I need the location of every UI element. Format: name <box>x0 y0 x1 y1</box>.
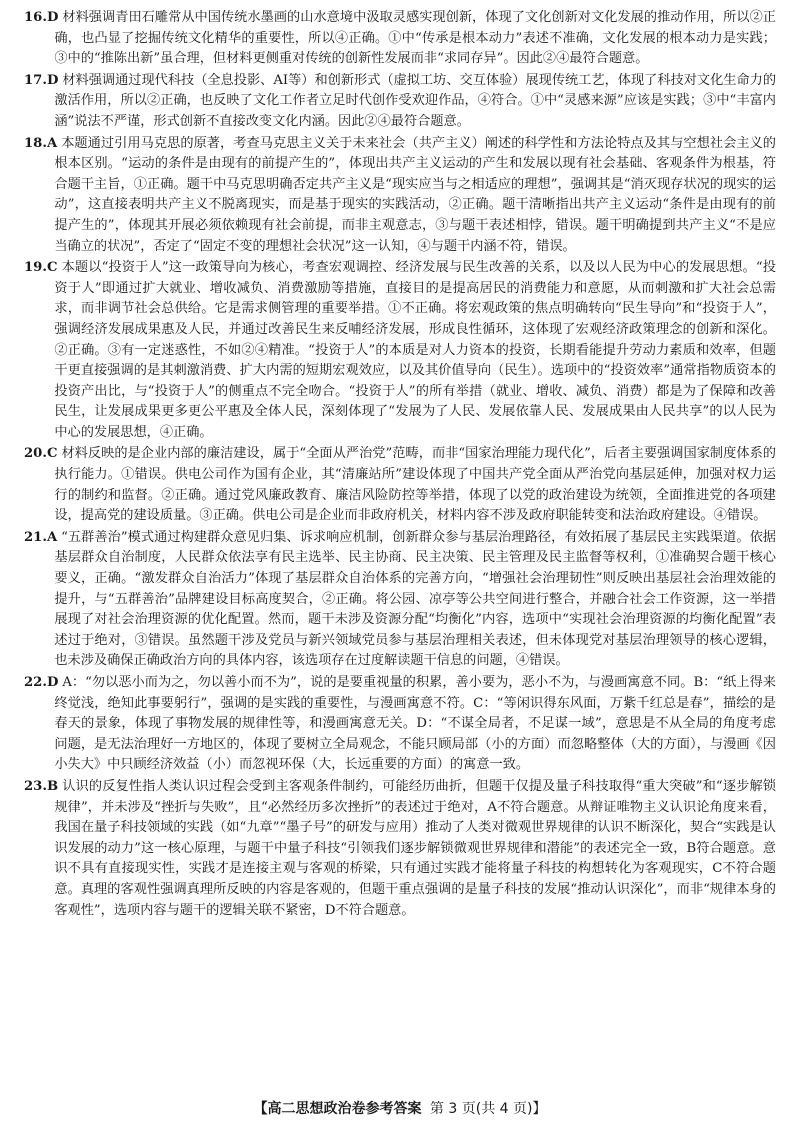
answer-list <box>24 8 776 921</box>
answer-19 <box>24 258 776 443</box>
answer-18 <box>24 134 776 258</box>
answer-text: 本题以“投资于人”这一政策导向为核心，考查宏观调控、经济发展与民生改善的关系，以及以人民为中心的发展思想。“投资于人”即通过扩大就业、增收减负、消费激励等措施，直接目的是提高居民的消费能力和意愿，从而刺激和扩大社会总需求，而非调节社会总供给。它是需求侧管理的重要举措。①不正确。将宏观政策的焦点明确转向“民生导向”和“投资于人”，强调经济发展成果惠及人民，并通过改善民生来反哺经济发展，形成良性循环，这体现了宏观经济政策理念的创新和深化。②正确。③有一定迷惑性，不如②④精准。“投资于人”的本质是对人力资本的投资，长期看能提升劳动力素质和效率，但题干更直接强调的是其刺激消费、扩大内需的短期宏观效应，以及其价值导向（民生）。选项中的“投资效率”通常指物质资本的投资产出比，与“投资于人”的侧重点不完全吻合。“投资于人”的所有举措（就业、增收、减负、消费）都是为了保障和改善民生，让发展成果更多更公平惠及全体人民，深刻体现了“发展为了人民、发展依靠人民、发展成果由人民共享”的以人民为中心的发展思想，④正确。 <box>54 260 776 440</box>
answer-text: “五群善治”模式通过构建群众意见归集、诉求响应机制，创新群众参与基层治理路径，有效拓展了基层民主实践渠道。依据基层群众自治制度，人民群众依法享有民主选举、民主协商、民主决策、民主管理及民主监督等权利，①准确契合题干核心要义，正确。“激发群众自治活力”体现了基层群众自治体系的完善方向，“增强社会治理韧性”则反映出基层社会治理效能的提升，与“五群善治”品牌建设目标高度契合，②正确。将公园、凉亭等公共空间进行整合，并融合社会工作资源，这一举措展现了对社会治理资源的优化配置。然而，题干未涉及资源分配“均衡化”内容，选项中“实现社会治理资源的均衡化配置”表述过于绝对，③错误。虽然题干涉及党员与新兴领域党员参与基层治理相关表述，但未体现党对基层治理领导的核心逻辑，也未涉及确保正确政治方向的具体内容，该选项存在过度解读题干信息的问题，④错误。 <box>54 529 776 669</box>
footer-title: 【高二思想政治卷参考答案 <box>253 1101 422 1117</box>
answer-20 <box>24 444 776 526</box>
answer-17 <box>24 71 776 133</box>
question-number: 17.D <box>24 72 59 88</box>
footer-page-info: 第 3 页(共 4 页)】 <box>429 1101 547 1117</box>
question-number: 18.A <box>24 135 58 151</box>
answer-23 <box>24 777 776 921</box>
answer-text: A：“勿以恶小而为之，勿以善小而不为”，说的是要重视量的积累，善小要为，恶小不为，与漫画寓意不同。B：“纸上得来终觉浅，绝知此事要躬行”，强调的是实践的重要性，与漫画寓意不符。C：“等闲识得东风面，万紫千红总是春”，描绘的是春天的景象，体现了事物发展的规律性等，和漫画寓意无关。D：“不谋全局者，不足谋一域”，意思是不从全局的角度考虑问题，是无法治理好一方地区的，体现了要树立全局观念，不能只顾局部（小的方面）而忽略整体（大的方面），与漫画《因小失大》中只顾经济效益（小）而忽视环保（大，长远重要的方面）的寓意一致。 <box>54 675 776 773</box>
answer-text: 材料强调通过现代科技（全息投影、AI等）和创新形式（虚拟工坊、交互体验）展现传统工艺，体现了科技对文化生命力的激活作用，所以②正确，也反映了文化工作者立足时代创作受欢迎作品，④符合。①中“灵感来源”应该是实践；③中“丰富内涵”说法不严谨，形式创新不直接改变文化内涵。因此②④最符合题意。 <box>54 72 777 129</box>
answer-16 <box>24 8 776 70</box>
question-number: 23.B <box>24 778 59 794</box>
answer-22 <box>24 673 776 776</box>
answer-text: 本题通过引用马克思的原著，考查马克思主义关于未来社会（共产主义）阐述的科学性和方法论特点及其与空想社会主义的根本区别。“运动的条件是由现有的前提产生的”，体现出共产主义运动的产生和发展以现有社会基础、客观条件为根基，符合题干主旨，①正确。题干中马克思明确否定共产主义是“现实应当与之相适应的理想”，强调其是“消灭现存状况的现实的运动”，这直接表明共产主义不脱离现实，而是基于现实的实践活动，②正确。题干清晰指出共产主义运动“条件是由现有的前提产生的”，体现其开展必须依赖现有社会前提，而非主观意志，③与题干表述相悖，错误。题干明确提到共产主义“不是应当确立的状况”，否定了“固定不变的理想社会状况”这一认知，④与题干内涵不符，错误。 <box>54 135 776 254</box>
question-number: 22.D <box>24 675 59 690</box>
question-number: 21.A <box>24 529 58 545</box>
answer-text: 材料反映的是企业内部的廉洁建设，属于“全面从严治党”范畴，而非“国家治理能力现代化”，后者主要强调国家制度体系的执行能力。①错误。供电公司作为国有企业，其“清廉站所”建设体现了中国共产党全面从严治党向基层延伸，加强对权力运行的制约和监督。②正确。通过党风廉政教育、廉洁风险防控等举措，体现了以党的政治建设为统领，全面推进党的各项建设，提高党的建设质量。③正确。供电公司是企业而非政府机关，材料内容不涉及政府职能转变和法治政府建设。④错误。 <box>54 446 776 524</box>
page-footer <box>0 1098 800 1118</box>
answer-text: 认识的反复性指人类认识过程会受到主客观条件制约，可能经历曲折，但题干仅提及量子科技取得“重大突破”和“逐步解锁规律”，并未涉及“挫折与失败”，且“必然经历多次挫折”的表述过于绝对，A不符合题意。从辩证唯物主义认识论角度来看，我国在量子科技领域的实践（如“九章”“墨子号”的研发与应用）推动了人类对微观世界规律的认识不断深化，契合“实践是认识发展的动力”这一核心原理，与题干中量子科技“引领我们逐步解锁微观世界规律和潜能”的表述完全一致，B符合题意。意识不具有直接现实性，实践才是连接主观与客观的桥梁，只有通过实践才能将量子科技的构想转化为客观现实，C不符合题意。真理的客观性强调真理所反映的内容是客观的，但题干重点强调的是量子科技的发展“推动认识深化”，而非“规律本身的客观性”，选项内容与题干的逻辑关联不紧密，D不符合题意。 <box>54 778 776 918</box>
question-number: 16.D <box>24 10 59 25</box>
question-number: 20.C <box>24 446 58 462</box>
question-number: 19.C <box>24 260 58 276</box>
answer-text: 材料强调青田石雕常从中国传统水墨画的山水意境中汲取灵感实现创新，体现了文化创新对文化发展的推动作用，所以②正确，也凸显了挖掘传统文化精华的重要性，所以④正确。①中“传承是根本动力”表述不准确，文化发展的根本动力是实践；③中的“推陈出新”虽合理，但材料更侧重对传统的创新性发展而非“求同存异”。因此②④最符合题意。 <box>54 10 776 67</box>
answer-21 <box>24 528 776 672</box>
